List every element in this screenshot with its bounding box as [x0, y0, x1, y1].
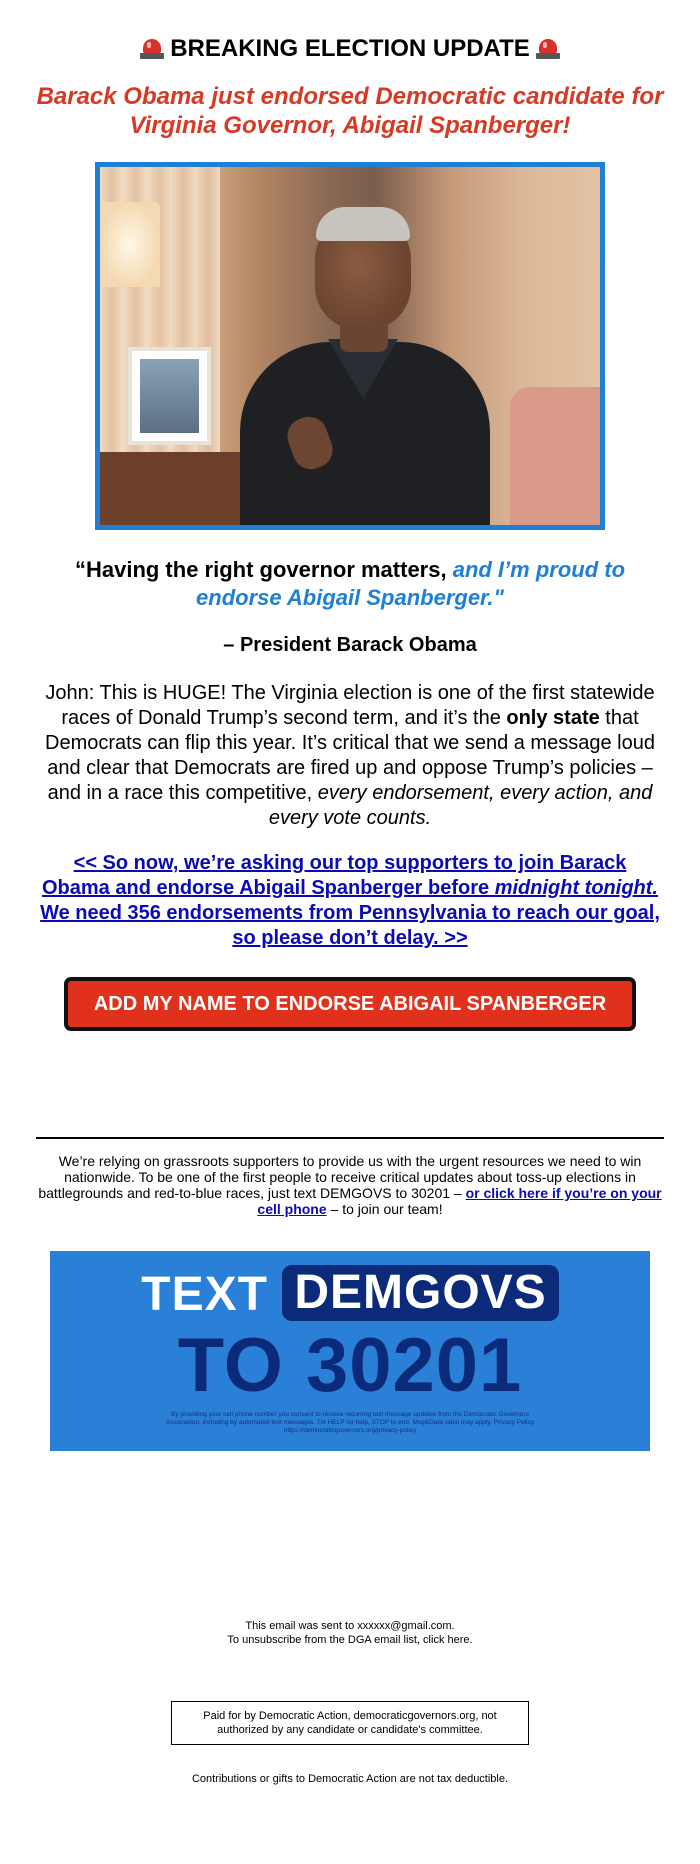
email-body [0, 34, 700, 1785]
body-bold: only state [506, 707, 600, 729]
paid-for-disclaimer: Paid for by Democratic Action, democraticgovernors.org, not authorized by any candidate or candidate's committee. [171, 1701, 529, 1745]
body-text-1: John: This is HUGE! The Virginia election is one of the first statewide races of Donald Trump’s second term, and it’s the [45, 682, 655, 729]
obama-quote [40, 556, 660, 612]
divider [36, 1137, 664, 1139]
ask-text-2: We need 356 endorsements from Pennsylvania to reach our goal, so please don’t delay. >> [40, 902, 660, 949]
sent-to-text: This email was sent to xxxxxx@gmail.com. [245, 1620, 455, 1632]
siren-icon [140, 39, 164, 59]
ask-italic: midnight tonight. [494, 877, 658, 899]
quote-attribution: – President Barack Obama [223, 634, 477, 656]
breaking-headline [0, 34, 700, 64]
contributions-disclaimer: Contributions or gifts to Democratic Action are not tax deductible. [191, 1773, 509, 1785]
endorsement-subheadline: Barack Obama just endorsed Democratic candidate for Virginia Governor, Abigail Spanberger! [36, 83, 664, 139]
grassroots-text: We’re relying on grassroots supporters to provide us with the urgent resources we need to win nationwide. To be one of the first people to receive critical updates about toss-up elections in battlegrounds and red-to-blue races, just text DEMGOVS to 30201 – [38, 1153, 642, 1201]
quote-part2: and I’m proud to endorse Abigail Spanberger." [196, 557, 626, 610]
unsubscribe-link[interactable]: To unsubscribe from the DGA email list, click here. [227, 1634, 473, 1646]
body-italic: every endorsement, every action, and every vote counts. [268, 782, 653, 829]
siren-icon [536, 39, 560, 59]
cell-phone-link[interactable]: or click here if you’re on your cell phone [257, 1185, 662, 1217]
grassroots-paragraph [36, 1153, 664, 1217]
add-my-name-button[interactable]: ADD MY NAME TO ENDORSE ABIGAIL SPANBERGER [64, 977, 636, 1031]
banner-keyword: DEMGOVS [282, 1265, 558, 1321]
endorse-ask-link[interactable] [40, 851, 660, 951]
grassroots-end: – to join our team! [326, 1201, 443, 1217]
quote-part1: “Having the right governor matters, [74, 557, 453, 582]
ask-text-1: << So now, we’re asking our top supporters to join Barack Obama and endorse Abigail Spanberger before [42, 852, 627, 899]
headline-text: BREAKING ELECTION UPDATE [170, 35, 530, 62]
text-demgovs-banner[interactable] [50, 1251, 650, 1451]
banner-fine-print: By providing your cell phone number you consent to receive recurring text message updates from the Democratic Governors Association, including by automated text messages. Txt HELP for help, STOP to end. Msg&Data rates may apply. Privacy Policy https://democraticgovernors.org/privacy-policy [165, 1411, 535, 1434]
banner-to-number: TO 30201 [177, 1323, 523, 1408]
footer-sent-to [0, 1619, 700, 1647]
body-text-2: that Democrats can flip this year. It’s critical that we send a message loud and clear that Democrats are fired up and oppose Trump’s policies – and in a race this competitive, [45, 707, 655, 804]
obama-video-still[interactable] [95, 162, 605, 530]
banner-text-word: TEXT [141, 1268, 268, 1321]
body-paragraph [36, 681, 664, 831]
banner-row-1 [50, 1265, 650, 1325]
